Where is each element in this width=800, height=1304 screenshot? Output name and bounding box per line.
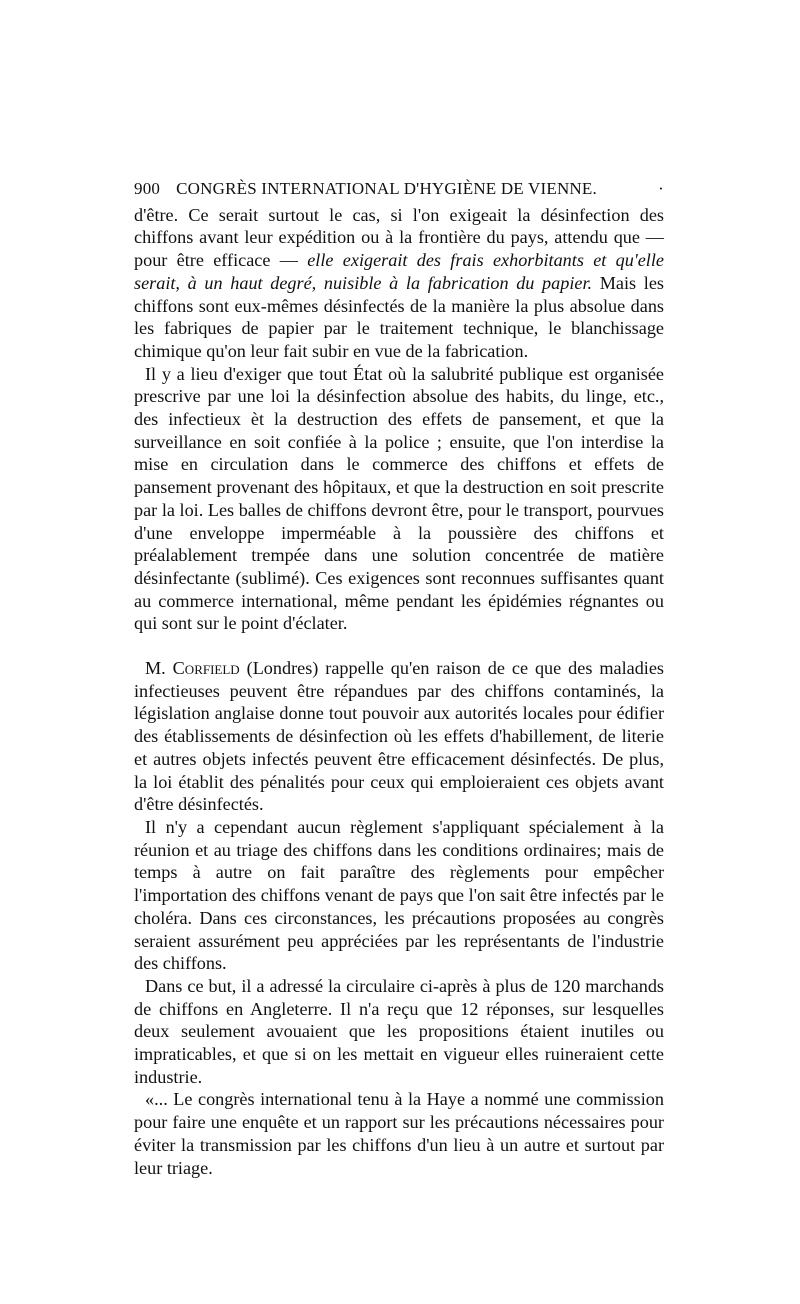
header-mark: · [658, 179, 664, 198]
paragraph-regulations: Il n'y a cependant aucun règlement s'appliquant spécialement à la réunion et au triage des chiffons dans les conditions ordinaires; mais de temps à autre on fait paraître des règlements pour empêcher l'importation des chiffons venant de pays que l'on sait être infectés par le choléra. Dans ces circonstances, les précautions proposées au congrès seraient assurément peu appréciées par les représentants de l'industrie des chiffons. [134, 816, 664, 974]
section-gap [134, 635, 664, 657]
speaker-name: Corfield [172, 658, 240, 679]
paragraph-circular: Dans ce but, il a adressé la circulaire ci-après à plus de 120 marchands de chiffons en Angleterre. Il n'a reçu que 12 réponses, sur lesquelles deux seulement avouaient que les propositions étaient inutiles ou impraticables, et que si on les mettait en vigueur elles ruineraient cette industrie. [134, 975, 664, 1087]
book-page [134, 178, 664, 1179]
running-title: CONGRÈS INTERNATIONAL D'HYGIÈNE DE VIENNE. [176, 179, 597, 198]
page-number: 900 [134, 179, 161, 198]
paragraph-corfield: M. Corfield (Londres) rappelle qu'en raison de ce que des maladies infectieuses peuvent être répandues par des chiffons contaminés, la législation anglaise donne tout pouvoir aux autorités locales pour édifier des établissements de désinfection où les effets d'habillement, de literie et autres objets infectés peuvent être efficacement désinfectés. De plus, la loi établit des pénalités pour ceux qui emploieraient ces objets avant d'être désinfectés. [134, 658, 664, 815]
paragraph-quotation: «... Le congrès international tenu à la Haye a nommé une commission pour faire une enquête et un rapport sur les précautions nécessaires pour éviter la transmission par les chiffons d'un lieu à un autre et surtout par leur triage. [134, 1089, 664, 1178]
page-header [134, 178, 664, 201]
paragraph-state-regulation: Il y a lieu d'exiger que tout État où la salubrité publique est organisée prescrive par une loi la désinfection absolue des habits, du linge, etc., des infectieux èt la destruction des effets de pansement, et que la surveillance en soit confiée à la police ; ensuite, que l'on interdise la mise en circulation dans le commerce des chiffons et effets de pansement provenant des hôpitaux, et que la destruction en soit prescrite par la loi. Les balles de chiffons devront être, pour le transport, pourvues d'une enveloppe imperméable à la poussière des chiffons et préalablement trempée dans une solution concentrée de matière désinfectante (sublimé). Ces exigences sont reconnues suffisantes quant au commerce international, même pendant les épidémies régnantes ou qui sont sur le point d'éclater. [134, 363, 664, 634]
italic-phrase: elle exigerait des frais exhorbitants et qu'elle serait, à un haut degré, nuisible à la fabrication du papier. [134, 250, 664, 293]
paragraph-continuation: d'être. Ce serait surtout le cas, si l'on exigeait la désinfection des chiffons avant leur expédition ou à la frontière du pays, attendu que — pour être efficace — elle exigerait des frais exhorbitants et qu'elle serait, à un haut degré, nuisible à la fabrication du papier. Mais les chiffons sont eux-mêmes désinfectés de la manière la plus absolue dans les fabriques de papier par le traitement technique, le blanchissage chimique qu'on leur fait subir en vue de la fabrication. [134, 204, 664, 361]
